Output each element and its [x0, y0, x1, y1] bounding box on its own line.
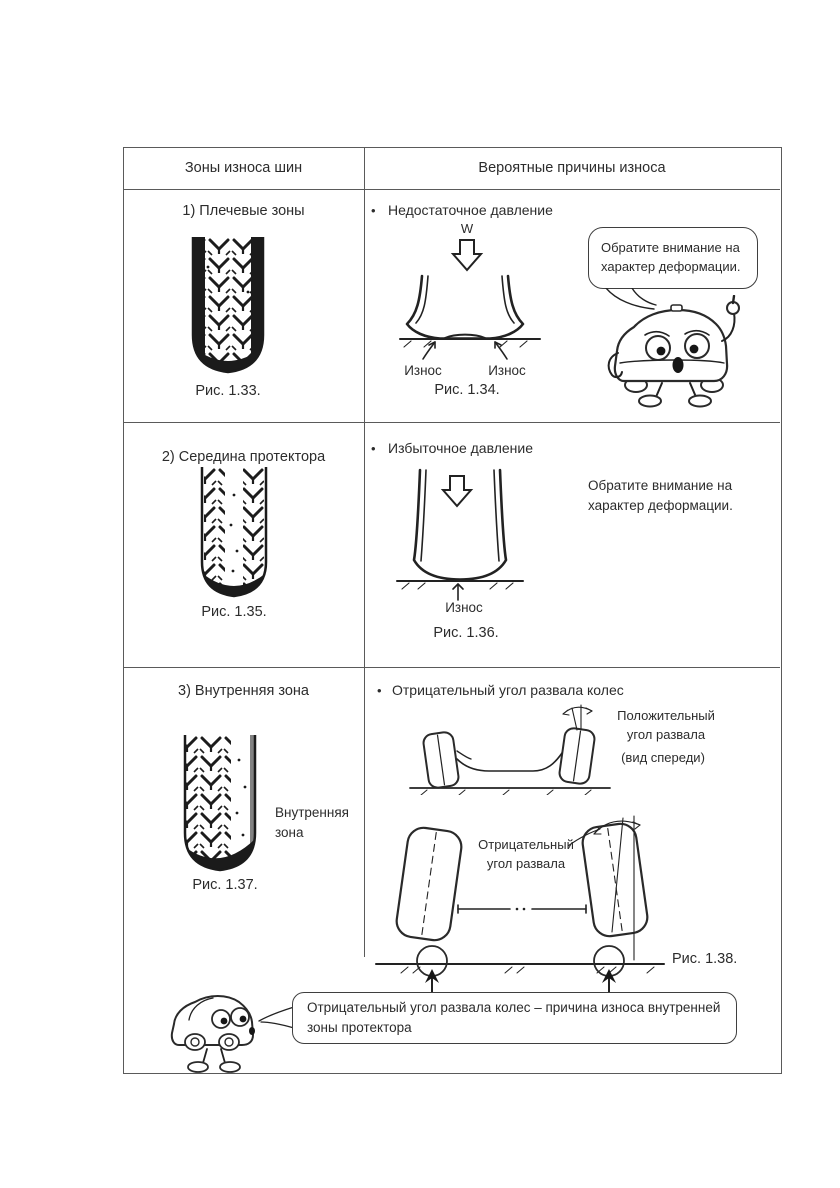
conclusion-bubble: [292, 992, 737, 1044]
wear-label: Износ: [445, 600, 483, 615]
car-character-icon: [165, 985, 265, 1077]
bullet-icon: •: [377, 683, 382, 698]
tire-tread-center-figure: [193, 467, 275, 600]
negative-camber-label: Отрицательный угол развала: [478, 837, 574, 871]
front-view-label: (вид спереди): [621, 750, 705, 765]
speech-bubble: [588, 227, 758, 289]
down-arrow-icon: [453, 240, 481, 270]
conclusion-bubble-text: Отрицательный угол развала колес – причина износа внутренней зоны протектора: [307, 999, 721, 1035]
positive-camber-diagram: [405, 703, 615, 795]
speech-bubble-tail: [258, 1004, 296, 1032]
fig-1-38-caption: Рис. 1.38.: [672, 951, 738, 967]
fig-1-33-caption: Рис. 1.33.: [195, 383, 261, 399]
tire-tread-shoulders-figure: [183, 237, 273, 377]
down-arrow-icon: [443, 476, 471, 506]
wear-label-right: Износ: [488, 363, 526, 378]
row1-title: 1) Плечевые зоны: [182, 203, 305, 219]
fig-1-37-caption: Рис. 1.37.: [192, 877, 258, 893]
bullet-icon: •: [371, 441, 376, 456]
row2-note: Обратите внимание на характер деформации.: [588, 478, 733, 514]
fig-1-35-caption: Рис. 1.35.: [201, 604, 267, 620]
wear-label-left: Износ: [404, 363, 442, 378]
row1-divider: [123, 422, 780, 423]
positive-camber-label: Положительный угол развала: [617, 708, 715, 742]
inner-zone-label: Внутренняя зона: [275, 805, 349, 841]
header-causes: Вероятные причины износа: [478, 160, 666, 176]
tire-tread-inner-figure: [175, 735, 265, 875]
row2-cause: Избыточное давление: [388, 440, 533, 456]
fig-1-36-caption: Рис. 1.36.: [433, 625, 499, 641]
row2-title: 2) Середина протектора: [161, 449, 326, 465]
under-inflation-diagram: [395, 218, 545, 378]
row2-divider: [123, 667, 780, 668]
header-divider: [123, 189, 780, 190]
row1-cause: Недостаточное давление: [388, 202, 553, 218]
row3-title: 3) Внутренняя зона: [178, 683, 309, 699]
car-character-pointing-icon: [600, 295, 748, 410]
load-w-label: W: [460, 221, 474, 236]
over-inflation-diagram: [395, 468, 525, 608]
fig-1-34-caption: Рис. 1.34.: [434, 382, 500, 398]
bullet-icon: •: [371, 203, 376, 218]
header-zones: Зоны износа шин: [184, 160, 303, 176]
row3-cause: Отрицательный угол развала колес: [392, 682, 624, 698]
speech-bubble-text: Обратите внимание на характер деформации.: [601, 240, 741, 274]
